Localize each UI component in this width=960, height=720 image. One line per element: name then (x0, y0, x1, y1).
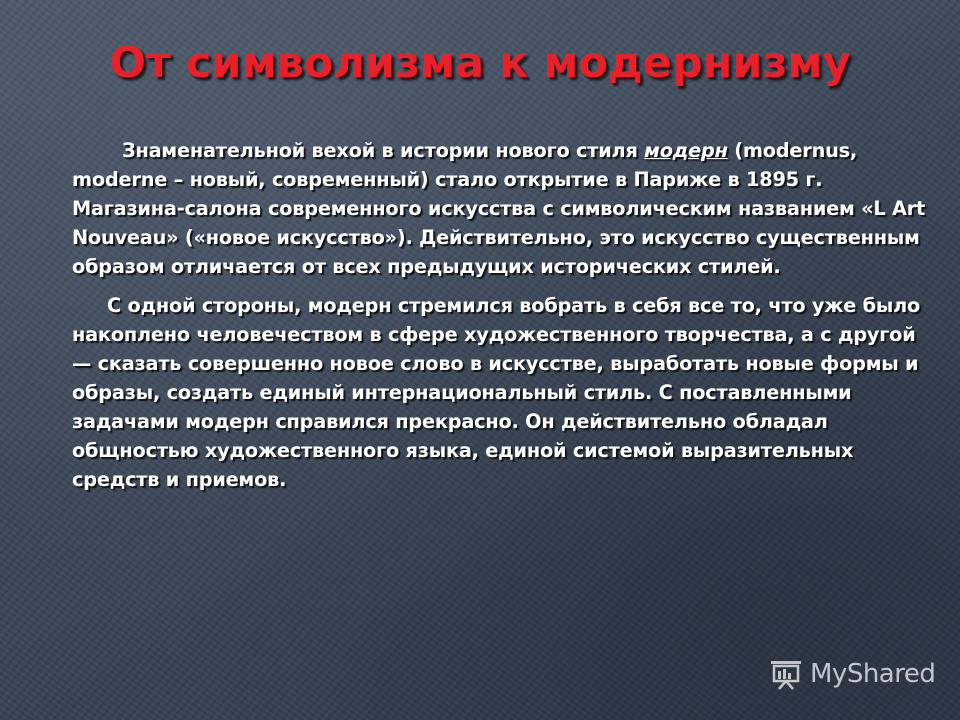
paragraph-1 (72, 136, 927, 281)
term-modern: модерн (644, 139, 728, 162)
watermark-text: MyShared (810, 659, 936, 689)
paragraph-2: С одной стороны, модерн стремился вобрать в себя все то, что уже было накоплено человечеством в сфере художественного творчества, а с другой — сказать совершенно новое слово в искусстве, выработать новые формы и образы, создать единый интернациональный стиль. С поставленными задачами модерн справился прекрасно. Он действительно обладал общностью художественного языка, единой системой выразительных средств и приемов. (72, 294, 921, 491)
slide-body (72, 136, 927, 504)
slide-title: От символизма к модернизму (109, 38, 851, 88)
paragraph-1-start: Знаменательной вехой в истории нового стиля (122, 139, 645, 162)
paragraph-1-rest: (modernus, moderne – новый, современный) стало открытие в Париже в 1895 г. Магазина-салона современного искусства с символическим названием «L Art Nouveau» («новое искусство»). Действительно, это искусство существенным образом отличается от всех предыдущих исторических стилей. (72, 139, 926, 278)
presentation-board-icon (768, 656, 804, 692)
watermark (768, 652, 935, 696)
